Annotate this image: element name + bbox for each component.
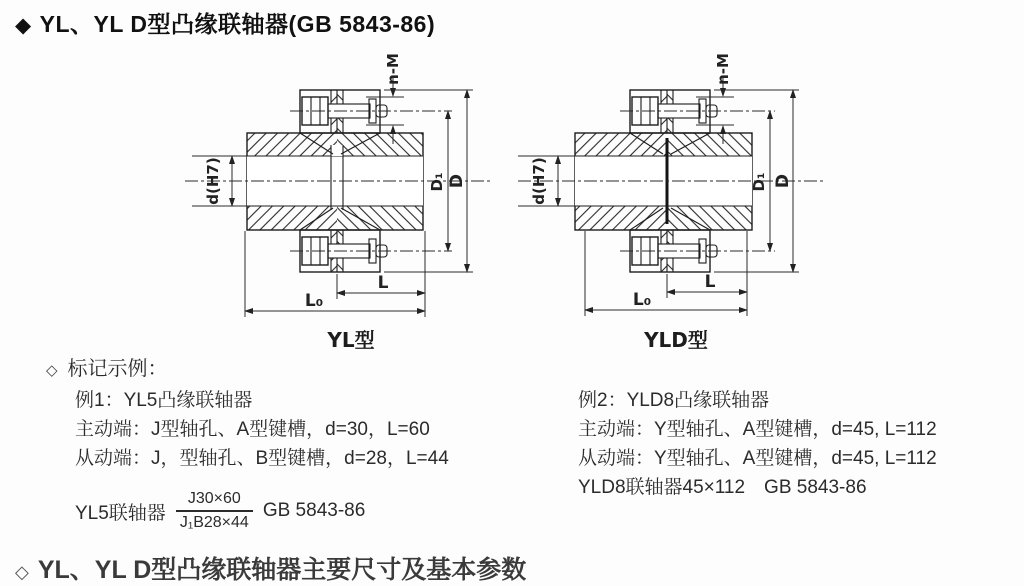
bolt-dim-label: n-M (384, 53, 402, 85)
example2-designation: YLD8联轴器45×112 GB 5843-86 (578, 477, 867, 498)
bolt-dim-label: n-M (714, 53, 732, 85)
section-title-dimensions (15, 550, 526, 586)
yld-caption: YLD型 (644, 328, 708, 352)
page-title (15, 6, 435, 39)
example1-designation (75, 488, 365, 534)
hollow-diamond-icon: ◇ (46, 362, 58, 379)
bore-dim-label: d(H7) (530, 157, 548, 205)
bottom-bolt-assembly (620, 230, 775, 272)
dimension-bolt-circle (750, 111, 770, 251)
example2-driven-end: 从动端：Y型轴孔、A型键槽，d=45, L=112 (578, 448, 937, 469)
example1-driver-end: 主动端：J型轴孔、A型键槽，d=30，L=60 (75, 419, 430, 440)
bolt-circle-label: D₁ (750, 172, 768, 192)
designation-fraction (176, 489, 253, 533)
fraction-denominator: J₁B28×44 (179, 514, 249, 531)
top-bolt-assembly (290, 90, 452, 133)
bottom-bolt-assembly (290, 230, 452, 272)
example1-driven-end: 从动端：J，型轴孔、B型键槽，d=28，L=44 (75, 448, 449, 469)
hub-length-label: L (377, 273, 389, 293)
dimension-bolt-circle (428, 111, 448, 251)
outer-diameter-label: D (447, 173, 467, 189)
total-length-label: L₀ (632, 290, 652, 310)
section-title-text: YL、YL D型凸缘联轴器主要尺寸及基本参数 (37, 556, 527, 584)
example2-driver-end: 主动端：Y型轴孔、A型键槽，d=45, L=112 (578, 419, 937, 440)
top-bolt-assembly (620, 90, 775, 133)
solid-diamond-icon: ◆ (15, 14, 32, 37)
hub-length-label: L (704, 272, 716, 292)
outer-diameter-label: D (773, 173, 793, 189)
hollow-diamond-icon: ◇ (15, 562, 29, 582)
designation-prefix: YL5联轴器 (75, 502, 166, 524)
total-length-label: L₀ (304, 291, 324, 311)
yl-coupling-drawing (140, 50, 500, 360)
bore-dim-label: d(H7) (204, 157, 222, 205)
yl-caption: YL型 (327, 328, 375, 352)
marking-examples-title: 标记示例： (67, 358, 168, 380)
designation-suffix: GB 5843-86 (262, 500, 366, 521)
page-title-text: YL、YL D型凸缘联轴器(GB 5843-86) (39, 11, 436, 37)
marking-examples-header (46, 352, 168, 381)
example1-title: 例1：YL5凸缘联轴器 (75, 390, 253, 411)
example2-title: 例2：YLD8凸缘联轴器 (578, 390, 770, 411)
yld-coupling-drawing (470, 50, 830, 360)
bolt-circle-label: D₁ (428, 172, 446, 192)
fraction-numerator: J30×60 (176, 489, 253, 512)
